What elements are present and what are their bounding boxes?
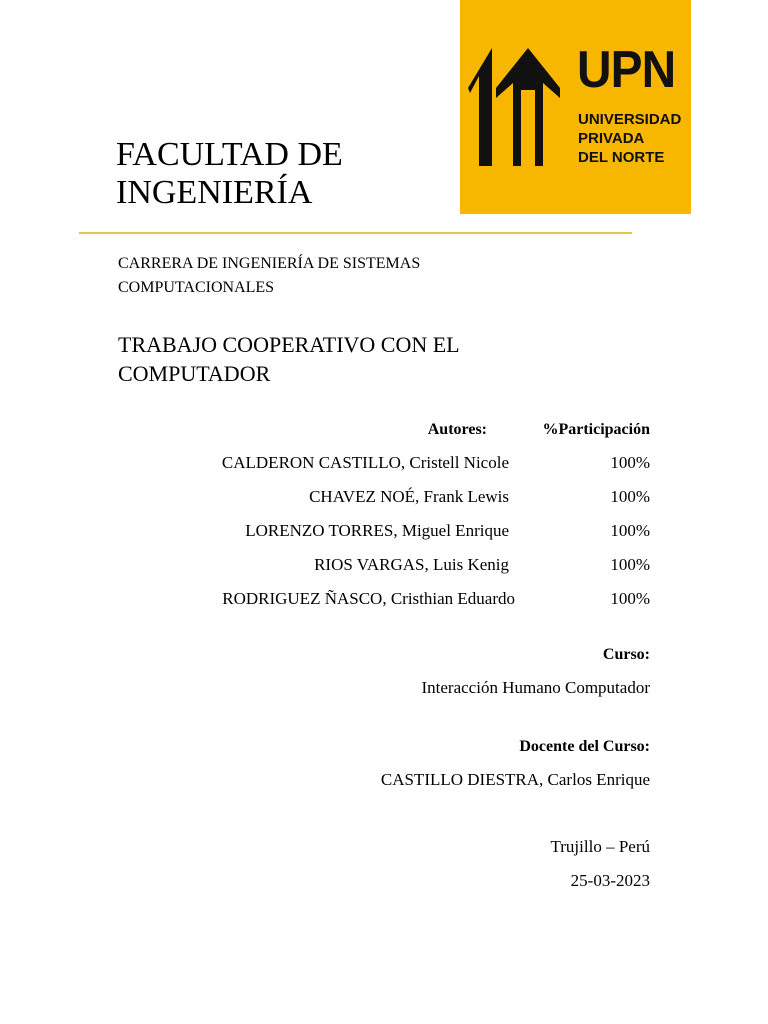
date: 25-03-2023	[570, 871, 650, 890]
course-label: Curso:	[602, 646, 650, 663]
author-row	[0, 453, 768, 477]
upn-logo	[460, 0, 691, 214]
authors-header: Autores:	[427, 421, 487, 438]
teacher-label: Docente del Curso:	[519, 738, 650, 755]
logo-line-3: DEL NORTE	[578, 149, 665, 166]
logo-university-name	[578, 110, 681, 167]
upn-arrows-logo-icon	[466, 48, 570, 166]
author-participation: 100%	[610, 521, 650, 540]
work-title: TRABAJO COOPERATIVO CON EL COMPUTADOR	[118, 332, 459, 386]
author-name: RODRIGUEZ ÑASCO, Cristhian Eduardo	[222, 589, 515, 608]
author-participation: 100%	[610, 487, 650, 506]
author-participation: 100%	[610, 453, 650, 472]
place: Trujillo – Perú	[550, 837, 650, 856]
logo-line-2: PRIVADA	[578, 130, 645, 147]
author-row	[0, 487, 768, 511]
course-value: Interacción Humano Computador	[421, 678, 650, 697]
author-name: LORENZO TORRES, Miguel Enrique	[245, 521, 509, 540]
teacher-value: CASTILLO DIESTRA, Carlos Enrique	[380, 770, 650, 789]
participation-header: %Participación	[542, 421, 650, 438]
faculty-line-1: FACULTAD DE	[116, 136, 343, 173]
logo-line-1: UNIVERSIDAD	[578, 111, 682, 128]
author-name: RIOS VARGAS, Luis Kenig	[314, 555, 509, 574]
author-name: CHAVEZ NOÉ, Frank Lewis	[309, 487, 509, 506]
author-row	[0, 555, 768, 579]
author-name: CALDERON CASTILLO, Cristell Nicole	[221, 453, 509, 472]
logo-brand: UPN	[577, 41, 676, 99]
faculty-line-2: INGENIERÍA	[116, 174, 313, 211]
career-name: CARRERA DE INGENIERÍA DE SISTEMAS COMPUTACIONALES	[118, 255, 421, 296]
author-row	[0, 521, 768, 545]
author-participation: 100%	[610, 555, 650, 574]
divider-line	[79, 232, 632, 234]
author-row	[0, 589, 768, 613]
author-participation: 100%	[610, 589, 650, 608]
faculty-title	[116, 136, 343, 212]
